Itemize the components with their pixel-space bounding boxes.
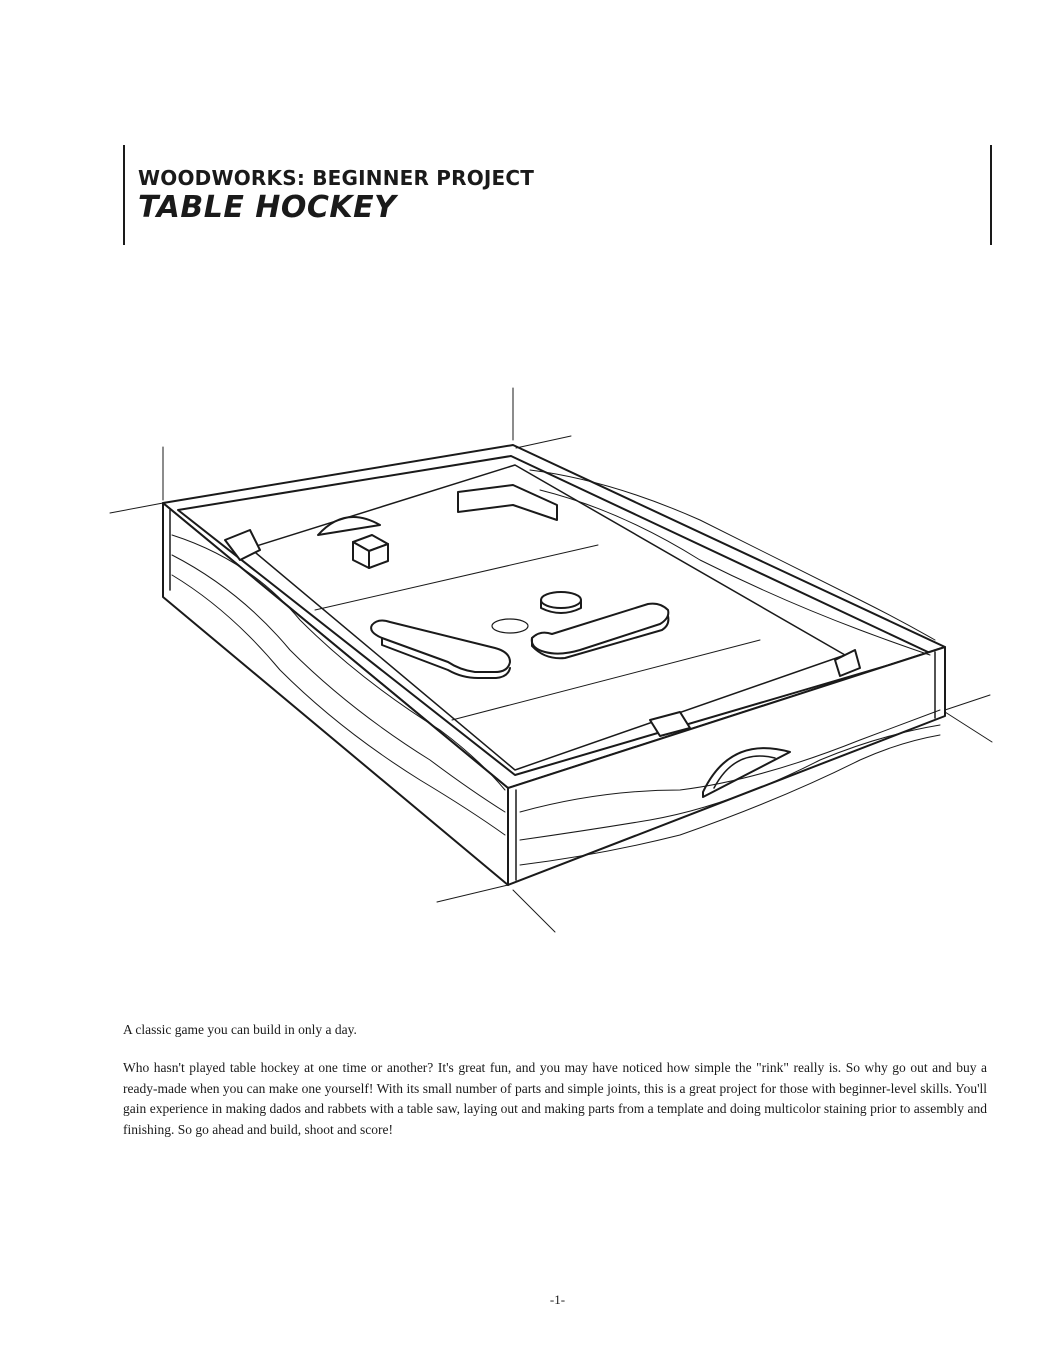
side-face-right <box>508 647 945 885</box>
center-circle <box>492 619 528 633</box>
page-title: TABLE HOCKEY <box>138 190 397 225</box>
header-kicker: WOODWORKS: BEGINNER PROJECT <box>138 166 535 190</box>
intro-text: A classic game you can build in only a day. <box>123 1022 357 1037</box>
header-rule-right <box>990 145 992 245</box>
header-rule-left <box>123 145 125 245</box>
body-paragraph: Who hasn't played table hockey at one time or another? It's great fun, and you may have noticed how simple the "rink" really is. So why go out and buy a ready-made when you can make one yourself! With its small number of parts and simple joints, this is a great project for those with beginner-level skills. You'll gain experience in making dados and rabbets with a table saw, laying out and making parts from a template and doing multicolor staining prior to assembly and finishing. So go ahead and build, shoot and score! <box>123 1060 987 1137</box>
puck <box>541 592 581 613</box>
handle-cutout-back <box>318 517 380 535</box>
hockey-stick-left <box>371 621 510 672</box>
cube-piece <box>353 535 388 568</box>
page-number: -1- <box>549 1292 566 1307</box>
side-face-left <box>163 503 508 885</box>
table-hockey-illustration <box>100 380 1000 940</box>
